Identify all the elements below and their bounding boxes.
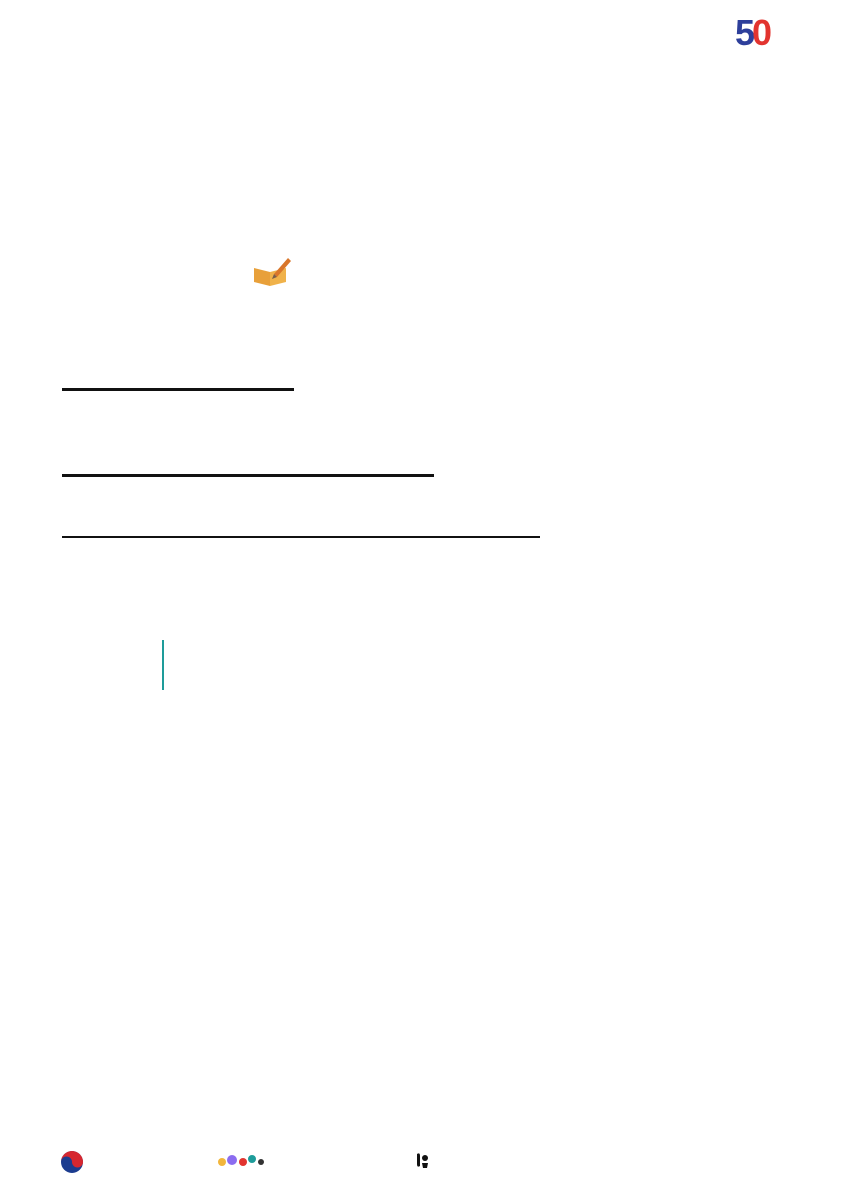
session-list (60, 713, 710, 833)
anniversary-logo (735, 12, 825, 54)
footer-org-arts-council (214, 1150, 274, 1170)
divider (62, 536, 540, 538)
library-logo-icon (414, 1150, 430, 1170)
taegeuk-icon (60, 1150, 84, 1174)
arts-council-logo-icon (214, 1150, 270, 1170)
footer-org-library (414, 1150, 432, 1170)
session-item (60, 773, 710, 803)
part-divider (162, 640, 164, 690)
footer-org-ministry (60, 1150, 89, 1174)
divider (62, 474, 434, 477)
book-pencil-icon (252, 254, 292, 290)
session-item (60, 713, 710, 743)
session-item (60, 803, 710, 833)
session-item (60, 743, 710, 773)
divider (62, 388, 294, 391)
qr-code[interactable] (763, 404, 807, 448)
logo-number: 50 (735, 12, 770, 53)
footer-logos (60, 1150, 560, 1178)
